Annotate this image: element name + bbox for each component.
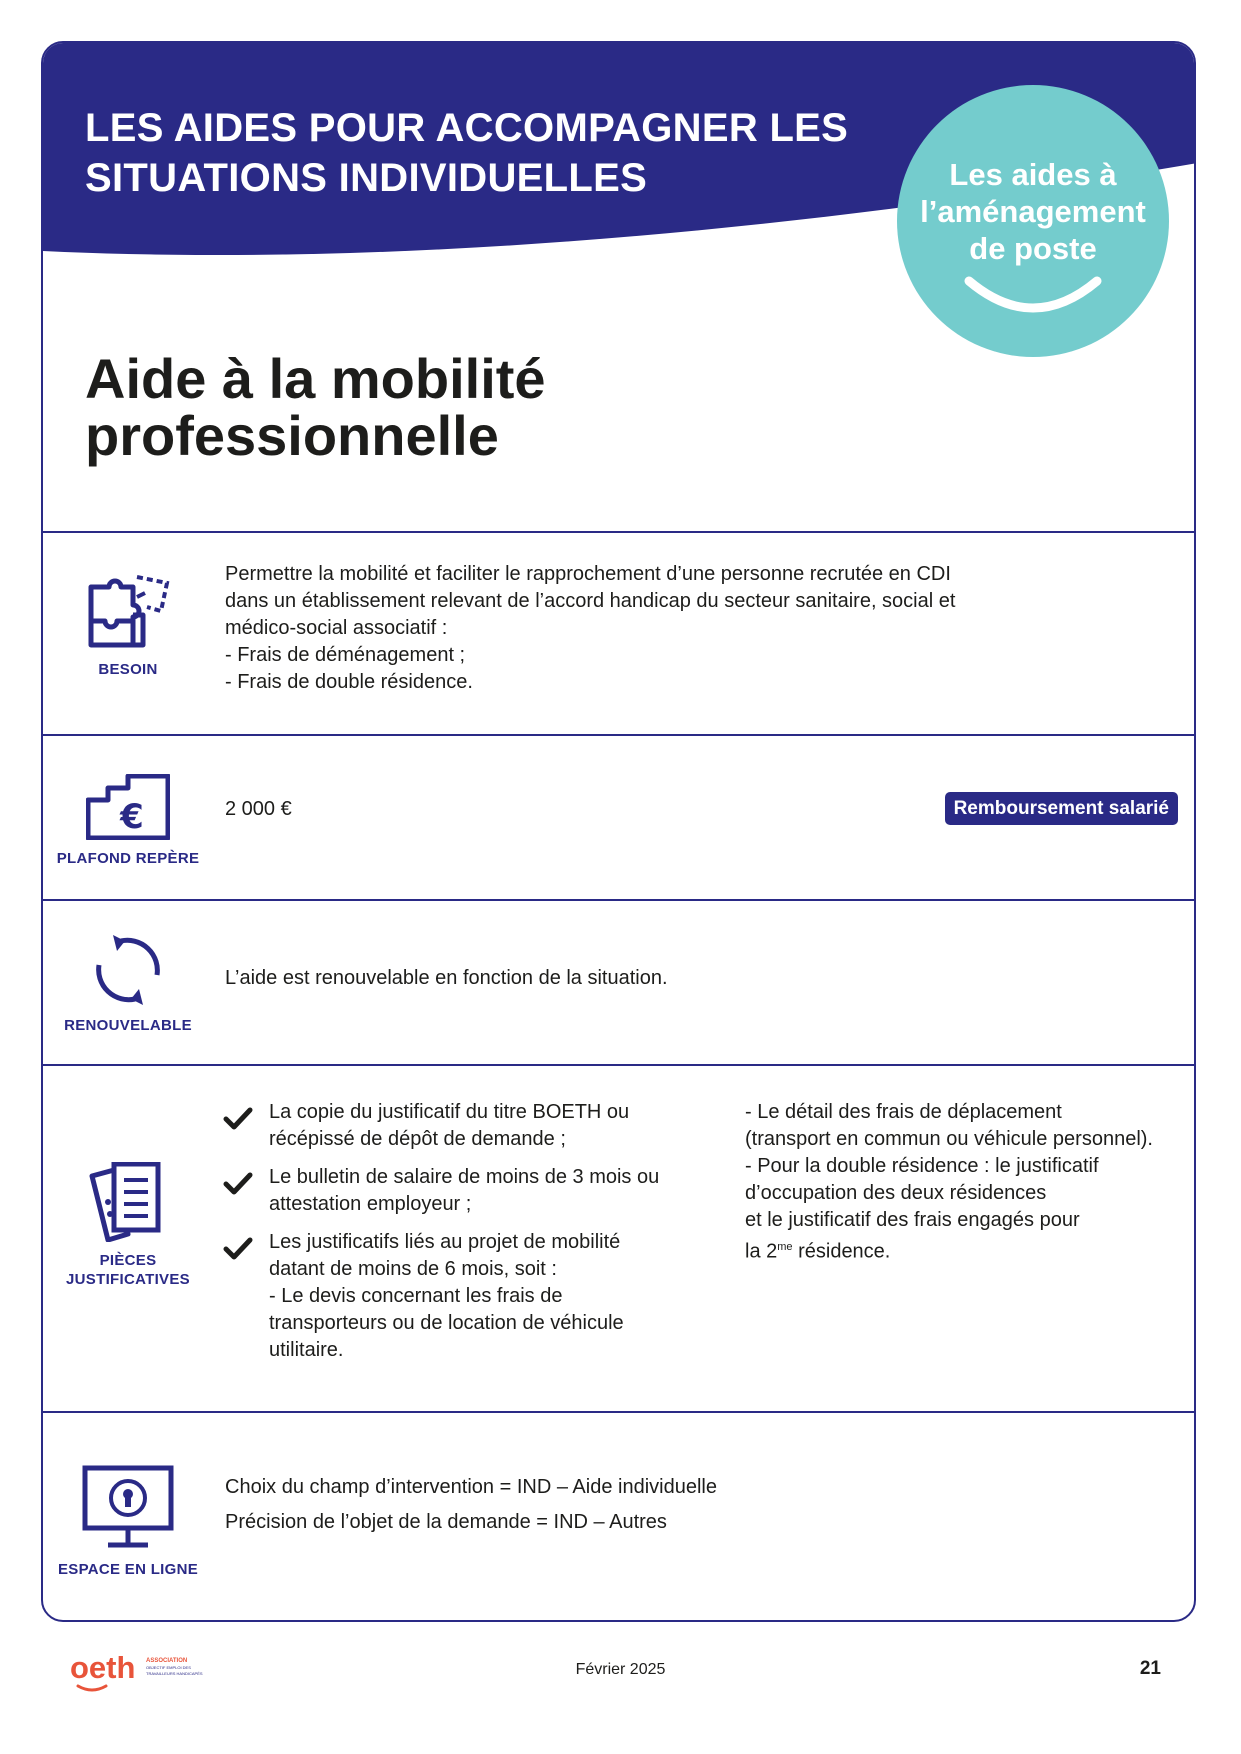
logo-sub: ASSOCIATION [146, 1658, 188, 1664]
list-item-line: - Le devis concernant les frais de [269, 1285, 563, 1307]
besoin-line: médico-social associatif : [225, 617, 448, 639]
pieces-right-text [745, 1099, 1190, 1266]
pieces-label [43, 1251, 213, 1289]
section-espace [43, 1411, 1194, 1622]
pieces-right-line: - Pour la double résidence : le justificatif [745, 1155, 1099, 1177]
category-circle-badge [897, 85, 1169, 357]
section-pieces [43, 1064, 1194, 1411]
list-item-line: Les justificatifs liés au projet de mobilité [269, 1231, 621, 1253]
list-item [223, 1164, 743, 1218]
plafond-label: PLAFOND REPÈRE [56, 850, 200, 867]
list-item-line: datant de moins de 6 mois, soit : [269, 1258, 557, 1280]
list-item-line: utilitaire. [269, 1339, 344, 1361]
euro-stairs-icon [86, 774, 170, 840]
plafond-icon-box [43, 774, 213, 868]
pieces-checklist [223, 1099, 743, 1375]
espace-line2: Précision de l’objet de la demande = IND – Autres [225, 1511, 667, 1533]
pieces-right-line: - Le détail des frais de déplacement [745, 1101, 1062, 1123]
list-item-line: récépissé de dépôt de demande ; [269, 1128, 566, 1150]
list-item-line: attestation employeur ; [269, 1193, 472, 1215]
checkmark-icon [223, 1107, 253, 1131]
espace-line1: Choix du champ d’intervention = IND – Aide individuelle [225, 1476, 717, 1498]
content-card [41, 41, 1196, 1622]
renouvelable-label: RENOUVELABLE [64, 1017, 192, 1034]
pieces-right-line: (transport en commun ou véhicule personnel). [745, 1128, 1153, 1150]
documents-icon [88, 1162, 168, 1242]
espace-icon-box [43, 1465, 213, 1579]
pieces-icon-box [43, 1162, 213, 1289]
page-title-line1: Aide à la mobilité [85, 347, 546, 410]
checkmark-icon [223, 1237, 253, 1261]
plafond-amount: 2 000 € [225, 798, 292, 820]
pieces-right-line: la 2 [745, 1240, 778, 1263]
section-besoin [43, 531, 1194, 734]
superscript: me [777, 1241, 793, 1253]
category-line3: de poste [969, 231, 1097, 266]
besoin-text [225, 561, 1125, 696]
besoin-line: - Frais de déménagement ; [225, 644, 466, 666]
pieces-right-line: et le justificatif des frais engagés pour [745, 1209, 1080, 1231]
computer-lock-icon [82, 1465, 174, 1551]
renouvelable-icon-box [43, 933, 213, 1035]
category-circle-label [897, 156, 1169, 267]
page-title-line2: professionnelle [85, 404, 499, 467]
reimbursement-tag: Remboursement salarié [945, 792, 1178, 825]
pieces-label-line2: JUSTIFICATIVES [66, 1271, 190, 1288]
section-plafond [43, 734, 1194, 899]
pieces-right-line: d’occupation des deux résidences [745, 1182, 1047, 1204]
list-item-line: La copie du justificatif du titre BOETH ou [269, 1101, 630, 1123]
besoin-label: BESOIN [98, 661, 158, 678]
logo-sub: TRAVAILLEURS HANDICAPÉS [146, 1671, 203, 1676]
besoin-line: Permettre la mobilité et faciliter le rapprochement d’une personne recrutée en CDI [225, 563, 951, 585]
pieces-right-line: résidence. [792, 1240, 891, 1263]
list-item-line: Le bulletin de salaire de moins de 3 mois ou [269, 1166, 660, 1188]
header-title-line1: LES AIDES POUR ACCOMPAGNER LES [85, 106, 849, 150]
puzzle-icon [85, 575, 171, 651]
espace-label: ESPACE EN LIGNE [57, 1561, 199, 1578]
header-title-line2: SITUATIONS INDIVIDUELLES [85, 156, 648, 200]
page-number: 21 [1139, 1658, 1161, 1679]
logo-text: oeth [70, 1650, 136, 1685]
refresh-icon [91, 933, 165, 1007]
besoin-line: - Frais de double résidence. [225, 671, 473, 693]
renouvelable-text: L’aide est renouvelable en fonction de la situation. [225, 967, 668, 989]
besoin-line: dans un établissement relevant de l’accord handicap du secteur sanitaire, social et [225, 590, 956, 612]
besoin-icon-box [43, 575, 213, 679]
svg-text:€: € [120, 797, 144, 837]
smile-icon [961, 273, 1105, 315]
category-line1: Les aides à [949, 157, 1117, 192]
list-item-line: transporteurs ou de location de véhicule [269, 1312, 624, 1334]
footer-date: Février 2025 [575, 1661, 666, 1678]
logo-sub: OBJECTIF EMPLOI DES [146, 1665, 191, 1670]
category-line2: l’aménagement [920, 194, 1146, 229]
header-title [85, 103, 848, 203]
page-title [85, 347, 785, 467]
pieces-label-line1: PIÈCES [99, 1252, 157, 1269]
checkmark-icon [223, 1172, 253, 1196]
list-item [223, 1229, 743, 1364]
list-item [223, 1099, 743, 1153]
section-renouvelable [43, 899, 1194, 1064]
